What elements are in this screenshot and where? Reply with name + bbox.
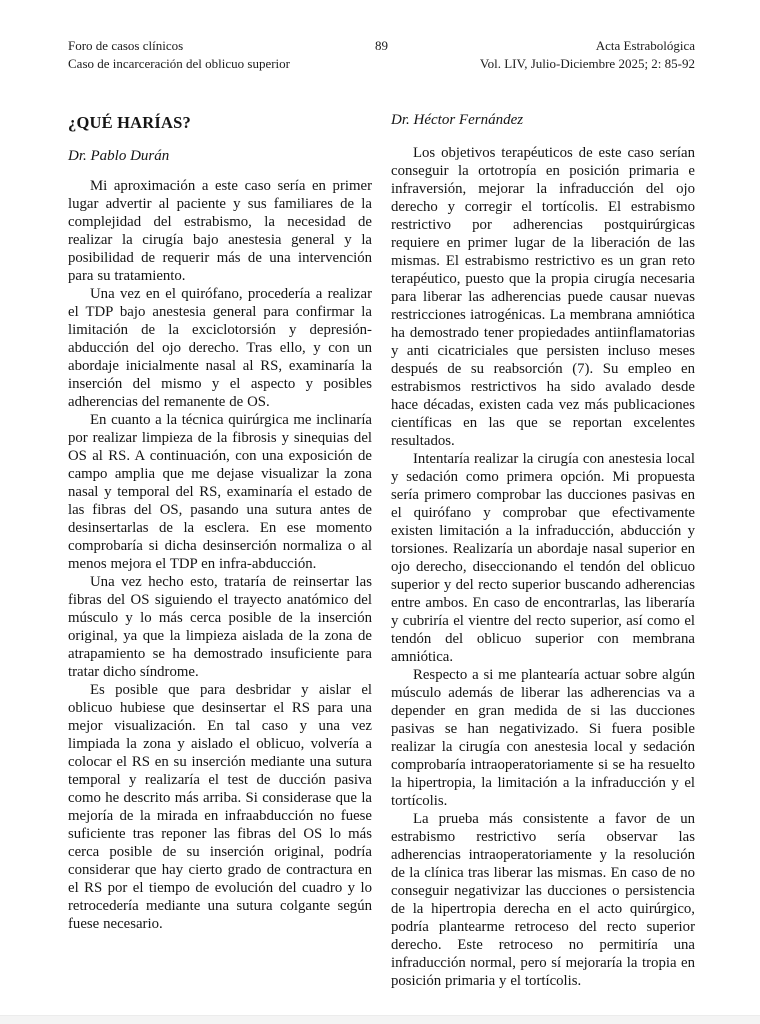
page-bottom-edge: [0, 1015, 760, 1024]
left-column: [68, 73, 372, 990]
section-title: ¿QUÉ HARÍAS?: [68, 113, 191, 132]
article-body: [0, 73, 760, 990]
journal-name: Acta Estrabológica: [595, 38, 695, 53]
paragraph: Respecto a si me plantearía actuar sobre algún músculo además de liberar las adherencias va a depender en gran medida de si las ducciones pasivas se han negativizado. Si fuera posible realizar la cirugía con anestesia local y sedación comprobaría intraoperatoriamente si se ha resuelto la hipertropia, la limitación a la infraducción y el tortícolis.: [391, 667, 695, 809]
case-title-label: Caso de incarceración del oblicuo superior: [68, 56, 290, 71]
right-column-text: [391, 144, 695, 990]
paragraph: Una vez hecho esto, trataría de reinsertar las fibras del OS siguiendo el trayecto anatómico del músculo y lo más cerca posible de la inserción original, ya que la limpieza aislada de la zona de atrapamiento se ha demostrado insuficiente para tratar dicho síndrome.: [68, 574, 372, 680]
paragraph: Intentaría realizar la cirugía con anestesia local y sedación como primera opción. Mi propuesta sería primero comprobar las ducciones pasivas en el quirófano y comprobar que efectivamente existen limitación a la infraducción, abducción y torsiones. Realizaría un abordaje nasal superior en ojo derecho, diseccionando el tendón del oblicuo superior y del recto superior buscando adherencias entre ambos. En caso de encontrarlas, las liberaría y cubriría el vientre del recto superior, así como el tendón del oblicuo superior con membrana amniótica.: [391, 451, 695, 665]
paragraph: Una vez en el quirófano, procedería a realizar el TDP bajo anestesia general para confirmar la limitación de la exciclotorsión y depresión-abducción del ojo derecho. Tras ello, y con un abordaje inicialmente nasal al RS, examinaría la inserción del mismo y el aspecto y posibles adherencias del remanente de OS.: [68, 286, 372, 410]
running-head: [0, 0, 760, 73]
running-head-right: [398, 37, 695, 73]
page-number: 89: [375, 38, 388, 53]
volume-info: Vol. LIV, Julio-Diciembre 2025; 2: 85-92: [479, 56, 695, 71]
paragraph: La prueba más consistente a favor de un estrabismo restrictivo sería observar las adherencias intraoperatoriamente y la resolución de la clínica tras liberar las mismas. En caso de no conseguir negativizar las ducciones o persistencia de la hipertropia derecha en el acto quirúrgico, podría plantearme retroceso del recto superior derecho. Este retroceso no permitiría una infraducción normal, pero sí mejoraría la tropia en posición primaria y el tortícolis.: [391, 811, 695, 989]
journal-section-label: Foro de casos clínicos: [68, 38, 184, 53]
author-name-right: Dr. Héctor Fernández: [391, 112, 524, 128]
running-head-left: [68, 37, 365, 73]
right-column: [391, 73, 695, 990]
paragraph: Es posible que para desbridar y aislar el oblicuo hubiese que desinsertar el RS para una mejor visualización. En tal caso y una vez limpiada la zona y aislado el oblicuo, volvería a colocar el RS en su inserción mediante una sutura temporal y realizaría el test de ducción pasiva como he descrito más arriba. Si considerase que la mejoría de la mirada en infraabducción no fuese suficiente tras reponer las fibras del OS lo más cerca posible de su inserción original, podría considerar que hay cierto grado de contractura en el RS por el tiempo de evolución del cuadro y lo retrocedería mediante una sutura colgante según fuese necesario.: [68, 682, 372, 932]
paragraph: Mi aproximación a este caso sería en primer lugar advertir al paciente y sus familiares de la complejidad del estrabismo, la necesidad de realizar la cirugía bajo anestesia general y la posibilidad de requerir más de una intervención para su tratamiento.: [68, 178, 372, 284]
paragraph: En cuanto a la técnica quirúrgica me inclinaría por realizar limpieza de la fibrosis y sinequias del OS al RS. A continuación, con una exposición de campo amplia que me dejase visualizar la zona nasal y temporal del RS, examinaría el estado de las fibras del OS, pasando una sutura antes de desinsertarlas de la esclera. En ese momento comprobaría si dicha desinserción normaliza o al menos mejora el TDP en infra-abducción.: [68, 412, 372, 572]
author-name-left: Dr. Pablo Durán: [68, 148, 170, 164]
left-column-text: [68, 177, 372, 933]
paragraph: Los objetivos terapéuticos de este caso serían conseguir la ortotropía en posición primaria e infraversión, mejorar la infraducción del ojo derecho y corregir el tortícolis. El estrabismo restrictivo por adherencias postquirúrgicas requiere en primer lugar de la liberación de las mismas. El estrabismo restrictivo es un gran reto terapéutico, puesto que la propia cirugía necesaria para liberar las adherencias puede causar nuevas restricciones iatrogénicas. La membrana amniótica ha demostrado tener propiedades antiinflamatorias y anti cicatriciales que persisten incluso meses después de su reabsorción (7). Su empleo en estrabismos restrictivos ha sido avalado desde hace décadas, existen cada vez más publicaciones científicas en las que se reportan excelentes resultados.: [391, 145, 695, 449]
